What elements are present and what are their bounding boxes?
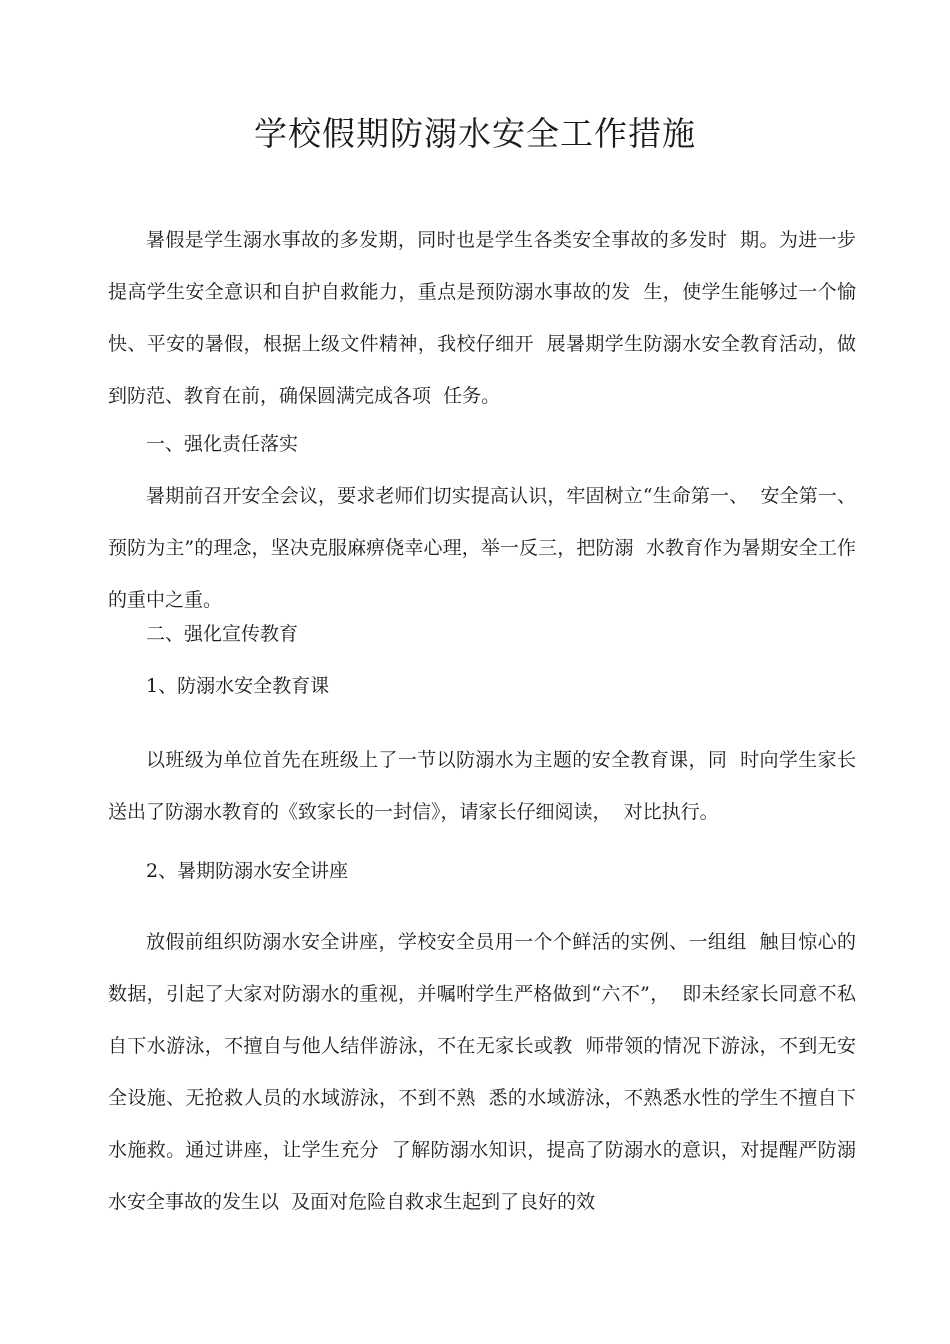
section-heading-education: 二、强化宣传教育 bbox=[146, 623, 299, 645]
subsection-paragraph-class: 以班级为单位首先在班级上了一节以防溺水为主题的安全教育课，同 时向学生家长送出了防溺水教育的《致家长的一封信》，请家长仔细阅读， 对比执行。 bbox=[108, 749, 856, 823]
subsection-heading-lecture: 2、暑期防溺水安全讲座 bbox=[146, 860, 349, 882]
subsection-paragraph-lecture: 放假前组织防溺水安全讲座，学校安全员用一个个鲜活的实例、一组组 触目惊心的数据，引起了大家对防溺水的重视，并嘱咐学生严格做到“六不”， 即未经家长同意不私自下水游泳，不擅自与他人结伴游泳，不在无家长或教 师带领的情况下游泳，不到无安全设施、无抢救人员的水域游泳，不到不熟 悉的水域游泳，不熟悉水性的学生不擅自下水施救。通过讲座，让学生充分 了解防溺水知识，提高了防溺水的意识，对提醒严防溺水安全事故的发生以 及面对危险自救求生起到了良好的效 bbox=[108, 931, 856, 1213]
section-paragraph-responsibility: 暑期前召开安全会议，要求老师们切实提高认识，牢固树立“生命第一、 安全第一、预防为主”的理念，坚决克服麻痹侥幸心理，举一反三，把防溺 水教育作为暑期安全工作的重中之重。 bbox=[108, 485, 856, 611]
document-title: 学校假期防溺水安全工作措施 bbox=[254, 114, 696, 153]
intro-paragraph: 暑假是学生溺水事故的多发期，同时也是学生各类安全事故的多发时 期。为进一步提高学生安全意识和自护自救能力，重点是预防溺水事故的发 生，使学生能够过一个愉快、平安的暑假，根据上级文件精神，我校仔细开 展暑期学生防溺水安全教育活动，做到防范、教育在前，确保圆满完成各项 任务。 bbox=[108, 229, 856, 407]
subsection-heading-class: 1、防溺水安全教育课 bbox=[146, 675, 330, 697]
section-heading-responsibility: 一、强化责任落实 bbox=[146, 433, 299, 455]
